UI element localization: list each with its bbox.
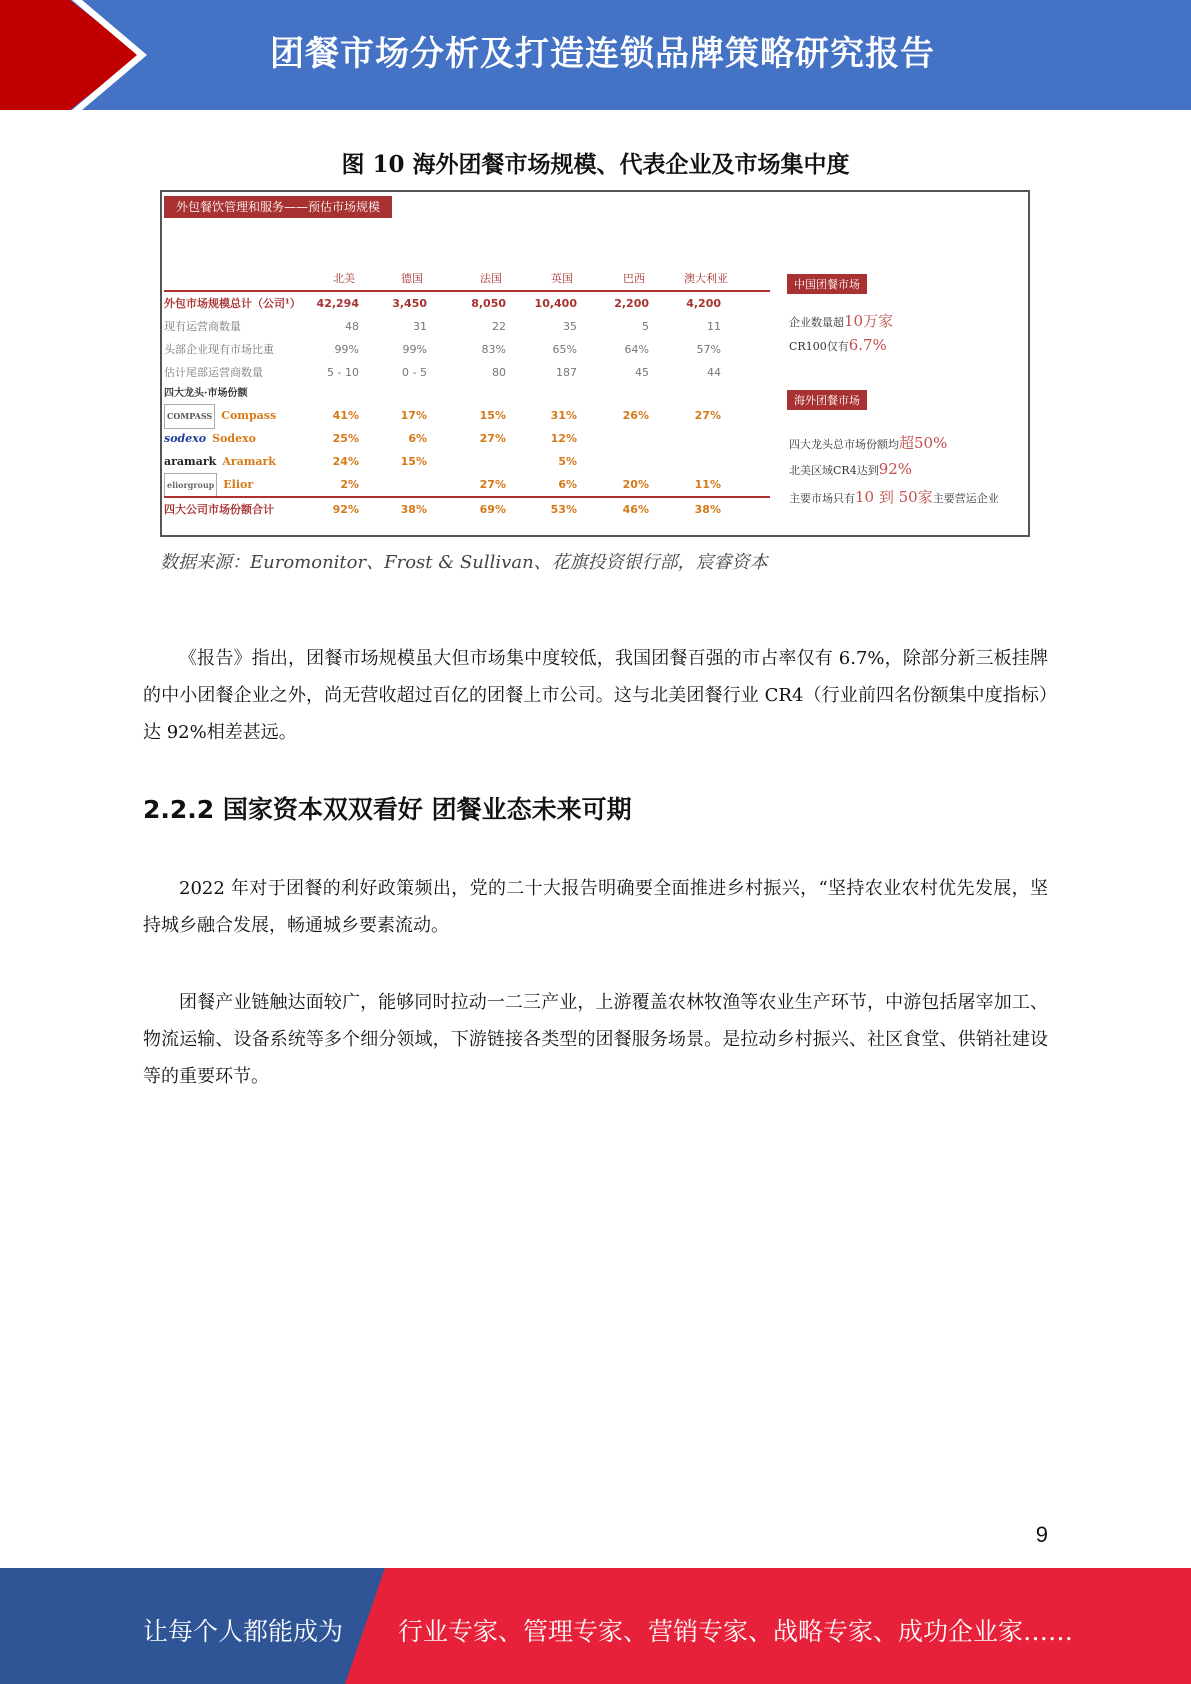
side-text: 四大龙头总市场份额均 [789, 438, 899, 451]
table-row [164, 361, 770, 384]
brand-label [164, 404, 276, 429]
sodexo-logo: sodexo [164, 432, 207, 445]
table-cell: 31% [550, 409, 577, 422]
figure-title: 图 10 海外团餐市场规模、代表企业及市场集中度 [341, 151, 850, 178]
table-row [164, 473, 770, 496]
table-cell: 80 [492, 366, 506, 379]
side-text: 主要营运企业 [932, 492, 999, 505]
table-cell: 41% [332, 409, 359, 422]
table-row [164, 315, 770, 338]
table-cell: 5 - 10 [327, 366, 359, 379]
table-row [164, 404, 770, 427]
table-cell: 6% [558, 478, 577, 491]
brand-label [164, 427, 256, 450]
footer-slogan-right: 行业专家、管理专家、营销专家、战略专家、成功企业家…… [398, 1617, 1074, 1646]
column-header: 澳大利亚 [684, 272, 728, 285]
table-cell: 15% [400, 455, 427, 468]
side-text: CR100仅有 [789, 340, 849, 353]
table-cell: 15% [479, 409, 506, 422]
table-cell: 31 [413, 320, 427, 333]
table-cell: 17% [400, 409, 427, 422]
china-market-tag: 中国团餐市场 [787, 274, 867, 294]
table-cell: 0 - 5 [402, 366, 427, 379]
table-cell: 48 [345, 320, 359, 333]
brand-label [164, 473, 253, 498]
table-cell: 5 [642, 320, 649, 333]
row-label: 估计尾部运营商数量 [164, 366, 263, 379]
header-chevron-icon [72, 0, 152, 110]
header-title: 团餐市场分析及打造连锁品牌策略研究报告 [270, 34, 935, 74]
table-total-row [164, 496, 770, 521]
brand-name: Aramark [222, 455, 276, 468]
section-heading: 2.2.2 国家资本双双看好 团餐业态未来可期 [143, 795, 632, 824]
side-highlight: 超50% [899, 434, 948, 452]
table-cell: 38% [400, 503, 427, 516]
brand-name: Compass [221, 409, 277, 422]
column-header: 巴西 [623, 272, 645, 285]
paragraph-text: 2022 年对于团餐的利好政策频出，党的二十大报告明确要全面推进乡村振兴，“坚持农业农村优先发展，坚持城乡融合发展，畅通城乡要素流动。 [143, 878, 1048, 936]
section-label: 四大龙头·市场份额 [164, 388, 248, 399]
table-row [164, 338, 770, 361]
column-header: 北美 [333, 272, 355, 285]
table-header-row [164, 270, 770, 292]
table-row [164, 450, 770, 473]
table-cell: 24% [332, 455, 359, 468]
market-table [164, 270, 770, 521]
row-label: 头部企业现有市场比重 [164, 343, 274, 356]
table-cell: 44 [707, 366, 721, 379]
side-line [789, 432, 947, 453]
table-cell: 11% [694, 478, 721, 491]
figure-image [160, 190, 1030, 537]
paragraph-text: 《报告》指出，团餐市场规模虽大但市场集中度较低，我国团餐百强的市占率仅有 6.7%，除部分新三板挂牌的中小团餐企业之外，尚无营收超过百亿的团餐上市公司。这与北美团餐行业 CR4（行业前四名份额集中度指标）达 92%相差甚远。 [143, 648, 1048, 743]
table-cell: 8,050 [471, 297, 506, 310]
page-footer [0, 1568, 1191, 1684]
page-number: 9 [1035, 1522, 1048, 1547]
table-cell: 11 [707, 320, 721, 333]
paragraph [143, 870, 1048, 944]
table-cell: 99% [402, 343, 427, 356]
side-text: 北美区域CR4达到 [789, 464, 879, 477]
side-text: 主要市场只有 [789, 492, 855, 505]
table-cell: 25% [332, 432, 359, 445]
paragraph-text: 团餐产业链触达面较广，能够同时拉动一二三产业，上游覆盖农林牧渔等农业生产环节，中游包括屠宰加工、物流运输、设备系统等多个细分领域，下游链接各类型的团餐服务场景。是拉动乡村振兴、社区食堂、供销社建设等的重要环节。 [143, 992, 1048, 1087]
table-cell: 10,400 [534, 297, 577, 310]
table-cell: 45 [635, 366, 649, 379]
brand-name: Elior [223, 478, 254, 491]
table-cell: 187 [556, 366, 577, 379]
column-header: 英国 [551, 272, 573, 285]
table-cell: 26% [622, 409, 649, 422]
brand-name: Sodexo [212, 432, 256, 445]
side-highlight: 10 到 50家 [855, 488, 933, 506]
side-text: 企业数量超 [789, 316, 844, 329]
compass-logo: COMPASS [164, 404, 215, 429]
table-cell: 5% [558, 455, 577, 468]
table-cell: 99% [334, 343, 359, 356]
row-label: 外包市场规模总计（公司¹） [164, 297, 301, 310]
side-highlight: 6.7% [848, 336, 887, 354]
paragraph [143, 640, 1048, 751]
side-line [789, 460, 912, 478]
table-cell: 27% [694, 409, 721, 422]
paragraph [143, 984, 1048, 1095]
side-highlight: 10万家 [844, 312, 894, 330]
side-line [789, 310, 893, 331]
brand-label [164, 450, 276, 473]
table-cell: 38% [694, 503, 721, 516]
table-cell: 53% [550, 503, 577, 516]
table-cell: 83% [481, 343, 506, 356]
table-cell: 69% [479, 503, 506, 516]
column-header: 德国 [401, 272, 423, 285]
table-cell: 6% [408, 432, 427, 445]
table-cell: 20% [622, 478, 649, 491]
table-row [164, 292, 770, 315]
footer-slogan-left: 让每个人都能成为 [143, 1617, 344, 1646]
side-highlight: 92% [878, 460, 913, 478]
elior-logo: eliorgroup [164, 473, 217, 498]
table-cell: 57% [696, 343, 721, 356]
table-cell: 27% [479, 478, 506, 491]
table-cell: 42,294 [316, 297, 359, 310]
header-red-block [0, 0, 70, 110]
table-cell: 35 [563, 320, 577, 333]
table-cell: 92% [332, 503, 359, 516]
table-cell: 2% [340, 478, 359, 491]
table-cell: 27% [479, 432, 506, 445]
table-cell: 2,200 [614, 297, 649, 310]
column-header: 法国 [480, 272, 502, 285]
row-label: 现有运营商数量 [164, 320, 241, 333]
table-cell: 12% [550, 432, 577, 445]
table-cell: 64% [624, 343, 649, 356]
table-cell: 65% [552, 343, 577, 356]
table-cell: 4,200 [686, 297, 721, 310]
figure-tag: 外包餐饮管理和服务——预估市场规模 [164, 196, 392, 218]
table-cell: 22 [492, 320, 506, 333]
overseas-market-tag: 海外团餐市场 [787, 390, 867, 410]
page-header [0, 0, 1191, 110]
table-row [164, 427, 770, 450]
figure-source: 数据来源：Euromonitor、Frost & Sullivan、花旗投资银行部，宸睿资本 [160, 552, 768, 573]
side-line [789, 336, 887, 354]
side-line [789, 486, 999, 507]
aramark-logo: aramark [164, 455, 217, 468]
table-cell: 46% [622, 503, 649, 516]
row-label: 四大公司市场份额合计 [164, 503, 274, 516]
table-cell: 3,450 [392, 297, 427, 310]
